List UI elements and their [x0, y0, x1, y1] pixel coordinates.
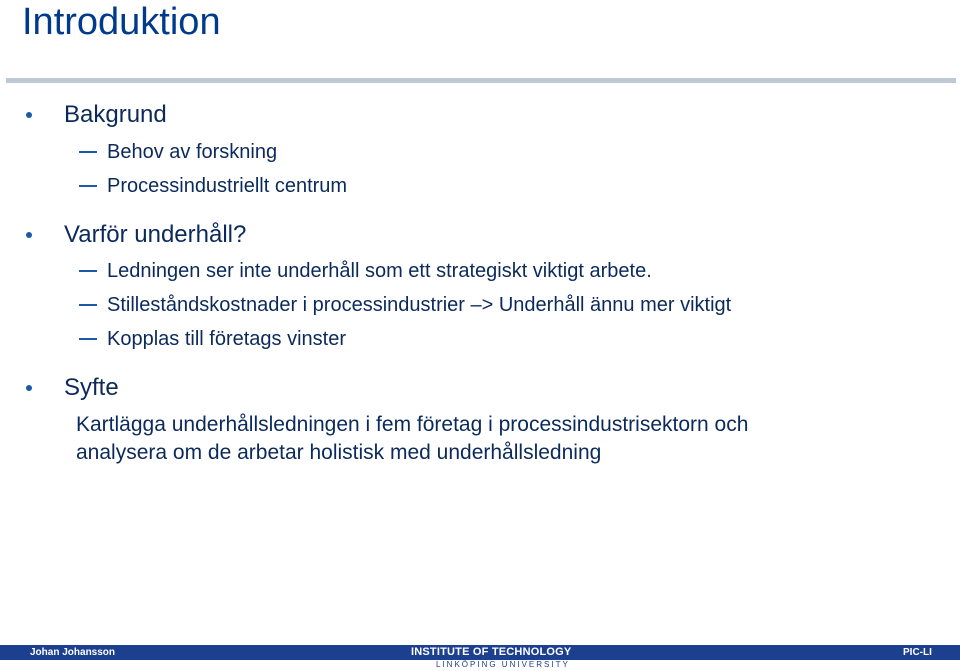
sub-bullet: [79, 138, 277, 166]
bullet-heading: Syfte: [64, 374, 119, 401]
sub-bullet: [79, 291, 731, 319]
footer-author: Johan Johansson: [30, 647, 116, 658]
university-logo-text: LINKÖPING UNIVERSITY: [436, 660, 570, 669]
dash-icon: [79, 185, 97, 187]
bullet-dot-icon: [26, 385, 32, 391]
bullet-dot-icon: [26, 232, 32, 238]
bullet-heading: Bakgrund: [64, 101, 167, 128]
bullet-varfor-underhall: [26, 220, 246, 250]
title-divider: [6, 78, 956, 83]
institute-logo-text: INSTITUTE OF TECHNOLOGY: [411, 646, 572, 658]
bullet-heading: Varför underhåll?: [64, 221, 247, 248]
dash-icon: [79, 338, 97, 340]
slide-footer: [0, 645, 960, 671]
bullet-syfte: [26, 373, 119, 403]
sub-bullet: [79, 325, 346, 353]
dash-icon: [79, 304, 97, 306]
sub-bullet: [79, 172, 347, 200]
sub-bullet-text: Processindustriellt centrum: [107, 175, 348, 197]
bullet-dot-icon: [26, 112, 32, 118]
footer-code: PIC-LI: [903, 647, 932, 658]
sub-bullet-text: Ledningen ser inte underhåll som ett strategiskt viktigt arbete.: [107, 260, 652, 282]
sub-bullet: [79, 257, 652, 285]
sub-bullet-text: Stilleståndskostnader i processindustrier –> Underhåll ännu mer viktigt: [107, 294, 732, 316]
syfte-paragraph-line: Kartlägga underhållsledningen i fem företag i processindustrisektorn och: [76, 413, 749, 436]
sub-bullet-text: Behov av forskning: [107, 141, 278, 163]
slide-title: Introduktion: [22, 1, 221, 43]
dash-icon: [79, 270, 97, 272]
dash-icon: [79, 151, 97, 153]
bullet-bakgrund: [26, 100, 167, 130]
syfte-paragraph-line: analysera om de arbetar holistisk med underhållsledning: [76, 441, 602, 464]
sub-bullet-text: Kopplas till företags vinster: [107, 328, 347, 350]
